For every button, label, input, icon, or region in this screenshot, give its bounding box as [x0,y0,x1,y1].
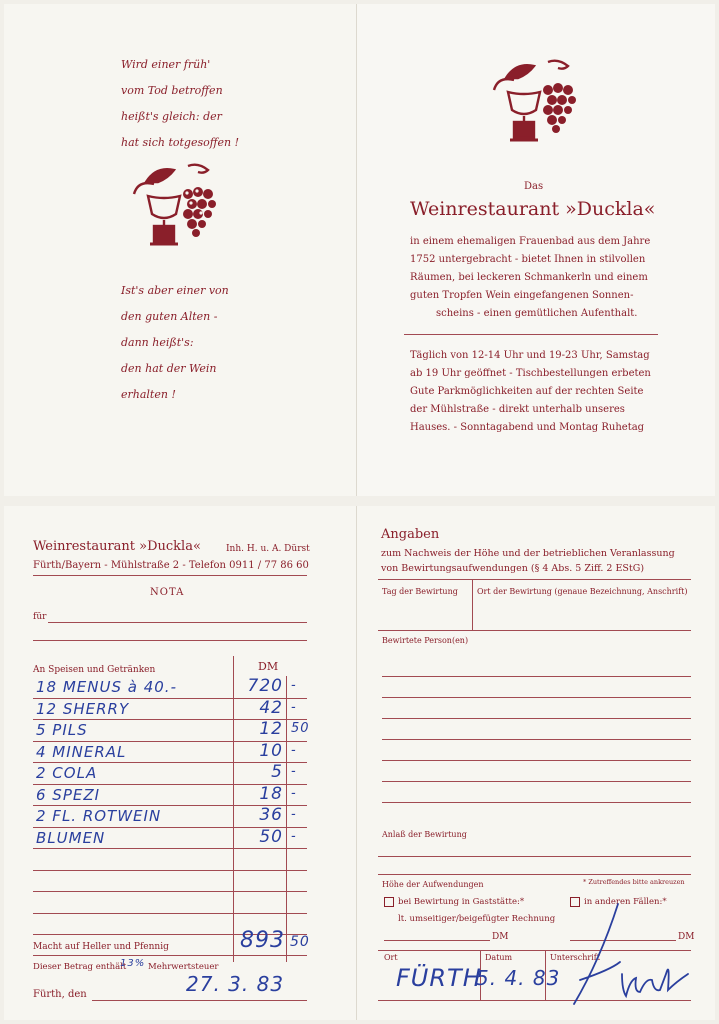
tag-label: Tag der Bewirtung [382,587,458,596]
poem-line: dann heißt's: [121,336,194,349]
bill-item-dm: 5 [271,762,283,782]
bill-item-pf: 50 [291,721,310,736]
city-date-label: Fürth, den [33,989,87,1000]
tax-suffix: Mehrwertsteuer [148,962,219,972]
column-divider [233,656,234,962]
bill-item-dm: 50 [259,827,283,847]
gaststaette-checkbox[interactable] [384,897,394,907]
bill-item-dm: 18 [259,784,283,804]
intro-line: in einem ehemaligen Frauenbad aus dem Jahre [410,236,651,247]
date-line [92,1000,307,1001]
fuer-line [48,622,307,623]
intro-das: Das [524,181,544,192]
form-rule [378,874,691,875]
bill-item-pf: - [291,764,297,779]
bill-item-text: 6 SPEZI [36,786,101,804]
total-dm: 893 [240,928,285,953]
bill-item-text: 2 COLA [36,764,98,782]
bill-item-text: 4 MINERAL [36,743,127,761]
total-label: Macht auf Heller und Pfennig [33,942,169,952]
dm-label-1: DM [492,932,509,942]
items-column-header: An Speisen und Getränken [33,665,156,675]
hours-line: Hauses. - Sonntagabend und Montag Ruhetag [410,422,645,433]
unterschrift-field-label: Unterschrift [550,953,600,962]
poem-line: den guten Alten - [121,310,218,323]
hoehe-label: Höhe der Aufwendungen [382,880,484,889]
intro-line: scheins - einen gemütlichen Aufenthalt. [436,308,638,319]
form-rule [378,630,691,631]
bill-item-dm: 42 [259,698,283,718]
bill-item-dm: 36 [259,805,283,825]
person-line [382,697,691,698]
form-subtitle-2: von Bewirtungsaufwendungen (§ 4 Abs. 5 Ziff. 2 EStG) [381,563,645,574]
intro-line: guten Tropfen Wein eingefangenen Sonnen- [410,290,634,301]
hours-line: der Mühlstraße - direkt unterhalb unseres [410,404,625,415]
bill-item-dm: 10 [259,741,283,761]
bill-row-rule [33,870,307,871]
wine-glass-grapes-icon [128,160,220,252]
ort-field-label: Ort [384,953,398,962]
bill-date: 27. 3. 83 [186,972,285,996]
bill-row-rule [33,891,307,892]
datum-field-label: Datum [485,953,513,962]
total-pf: 50 [290,934,310,950]
form-divider [472,579,473,631]
form-subtitle: zum Nachweis der Höhe und der betrieblichen Veranlassung [381,548,675,559]
bill-item-pf: - [291,829,297,844]
restaurant-title: Weinrestaurant »Duckla« [410,198,656,220]
bill-item-dm: 720 [247,676,283,696]
ort-label: Ort der Bewirtung (genaue Bezeichnung, Anschrift) [477,587,688,596]
bill-item-text: BLUMEN [36,829,106,847]
poem-line: den hat der Wein [121,362,217,375]
fuer-line-2 [33,640,307,641]
intro-line: 1752 untergebracht - bietet Ihnen in stilvollen [410,254,646,265]
person-line [382,760,691,761]
nota-title: NOTA [150,587,185,598]
intro-line: Räumen, bei leckeren Schmankerln und einem [410,272,648,283]
person-line [382,739,691,740]
bill-item-text: 5 PILS [36,721,88,739]
dm-line-1 [384,940,490,941]
bill-item-pf: - [291,700,297,715]
poem-line: erhalten ! [121,388,176,401]
poem-line: heißt's gleich: der [121,110,222,123]
form-rule [378,579,691,580]
form-note: * Zutreffendes bitte ankreuzen [583,878,685,886]
bill-item-dm: 12 [259,719,283,739]
poem-line: hat sich totgesoffen ! [121,136,240,149]
bill-row-rule [33,913,307,914]
hand-datum: 5. 4. 83 [476,966,561,990]
signature-icon [560,900,700,1012]
person-line [382,676,691,677]
opt1b-label: lt. umseitiger/beigefügter Rechnung [398,914,556,924]
form-title: Angaben [381,527,440,542]
divider [404,334,658,335]
person-line [382,781,691,782]
persons-label: Bewirtete Person(en) [382,636,469,645]
poem-line: Wird einer früh' [121,58,211,71]
tax-label: Dieser Betrag enthält [33,962,127,972]
tax-value: 13% [120,958,146,969]
bill-item-pf: - [291,743,297,758]
hand-ort: FÜRTH [396,964,482,992]
bill-item-pf: - [291,807,297,822]
bill-owner: Inh. H. u. A. Dürst [226,544,310,554]
bill-row-rule [33,762,307,763]
hours-line: Täglich von 12-14 Uhr und 19-23 Uhr, Samstag [410,350,650,361]
opt2-label: in anderen Fällen:* [584,897,667,907]
poem-line: vom Tod betroffen [121,84,223,97]
wine-glass-grapes-icon [488,56,580,148]
bill-item-text: 12 SHERRY [36,700,130,718]
bill-restaurant-name: Weinrestaurant »Duckla« [33,539,201,554]
poem-line: Ist's aber einer von [121,284,229,297]
bill-row-rule [33,848,307,849]
person-line [382,718,691,719]
hours-line: ab 19 Uhr geöffnet - Tischbestellungen erbeten [410,368,651,379]
bill-item-pf: - [291,786,297,801]
fuer-label: für [33,612,47,622]
dm-label-2: DM [678,932,695,942]
opt1-label: bei Bewirtung in Gaststätte:* [398,897,525,907]
bill-item-pf: - [291,678,297,693]
bill-item-text: 18 MENUS à 40.- [36,678,177,696]
bill-item-text: 2 FL. ROTWEIN [36,807,162,825]
form-rule [378,856,691,857]
header-rule [33,575,307,576]
dm-column-header: DM [258,660,279,673]
person-line [382,802,691,803]
anlass-label: Anlaß der Bewirtung [382,830,467,839]
bill-address: Fürth/Bayern - Mühlstraße 2 - Telefon 0911 / 77 86 60 [33,560,309,571]
hours-line: Gute Parkmöglichkeiten auf der rechten Seite [410,386,644,397]
total-rule [33,955,307,956]
